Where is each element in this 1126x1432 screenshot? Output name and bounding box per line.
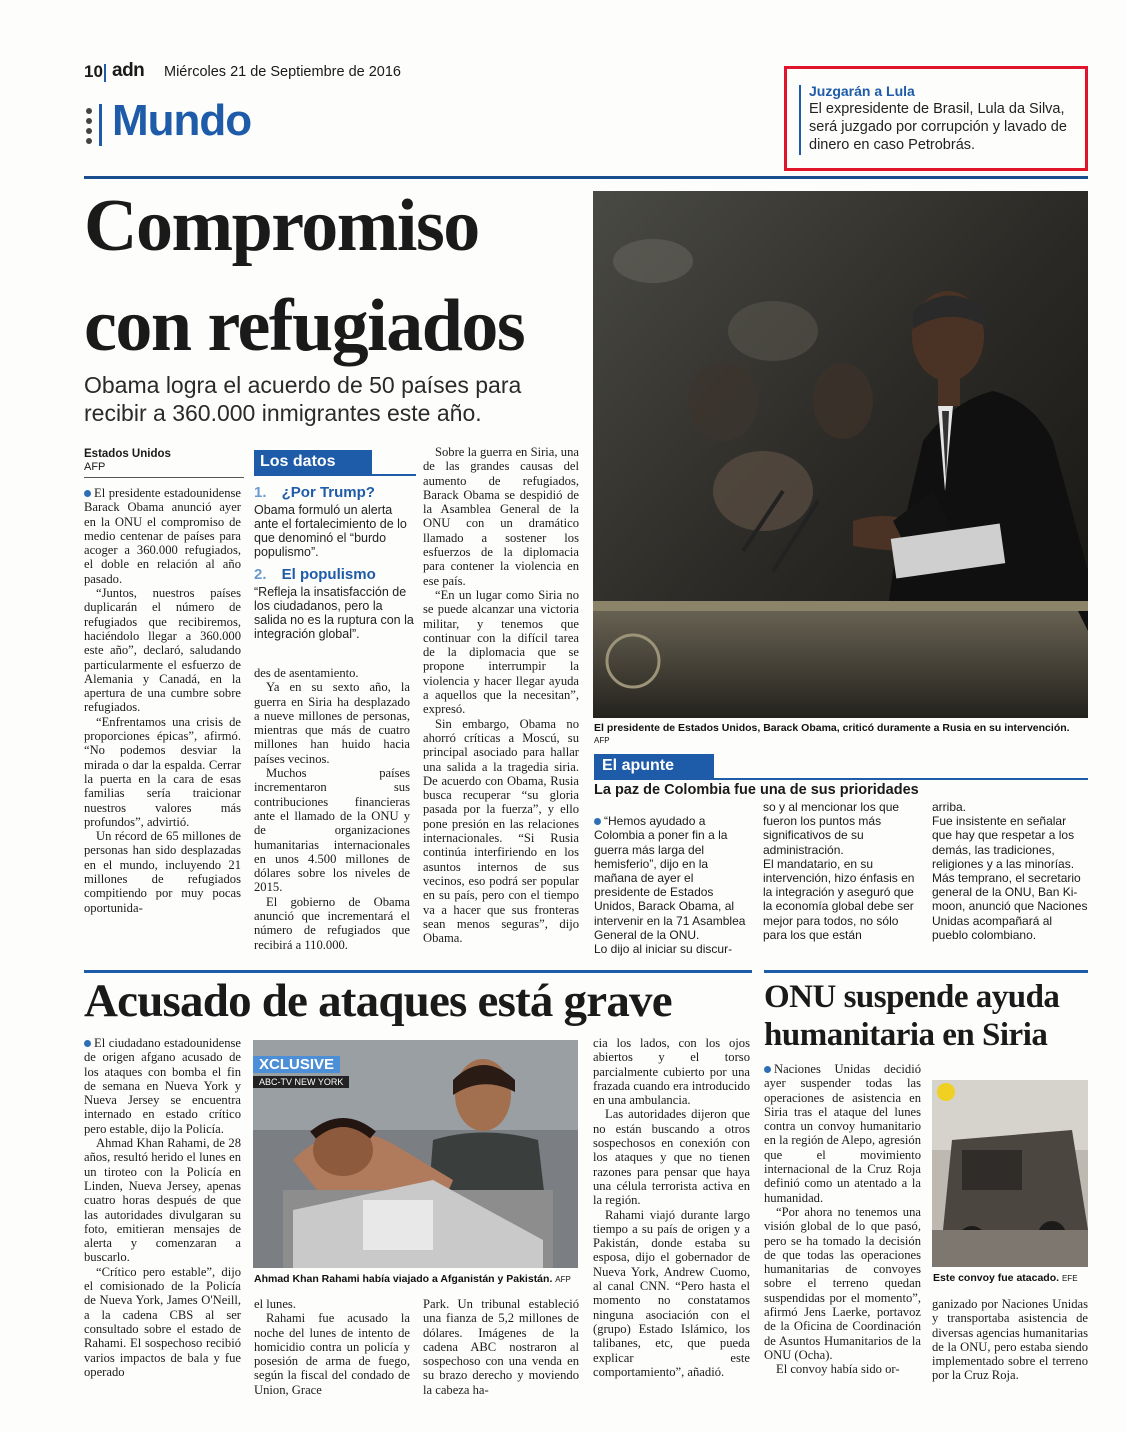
story2-col2-p1: el lunes.: [254, 1297, 296, 1311]
main-col3-p1: Sobre la guerra en Siria, una de las grandes causas del aumento de refugiados, Barack Obama se despidió de la Asamblea General de la ONU con un dramático llamado a sostener los esfuerzos de la diplomacia para contener la violencia en ese país.: [423, 445, 579, 588]
obama-photo: [593, 191, 1088, 718]
rahami-caption-text: Ahmad Khan Rahami había viajado a Afganistán y Pakistán.: [254, 1273, 553, 1285]
brand-logo: adn: [112, 60, 145, 81]
main-col2-p3: Muchos países incrementaron sus contribuciones financieras ante el llamado de la ONU y de organizaciones humanitarias internacionales en unos 4.500 millones de dólares sobre los niveles de 2015.: [254, 766, 410, 895]
main-col1-p4: Un récord de 65 millones de personas han sido desplazadas en el mundo, incluyendo 21 millones de refugiados compitiendo por muy pocas oportunida-: [84, 829, 241, 915]
rahami-photo: [253, 1040, 578, 1268]
datos-text-2: “Refleja la insatisfacción de los ciudadanos, pero la salida no es la ruptura con la integración global”.: [254, 585, 414, 641]
convoy-caption-text: Este convoy fue atacado.: [933, 1272, 1060, 1284]
story2-col4: [593, 1036, 750, 1379]
datos-title-rule: [254, 474, 416, 476]
main-col1-p2: “Juntos, nuestros países duplicarán el número de refugiados que recibiremos, haciéndolo llegar a 360.000 este año”, declaró, saludando particularmente el esfuerzo de Alemania y Canadá, en la apertura de una cumbre sobre refugiados.: [84, 586, 241, 715]
main-headline-line1: Compromiso: [84, 185, 479, 267]
obama-caption-text: El presidente de Estados Unidos, Barack Obama, criticó duramente a Rusia en su intervención.: [594, 722, 1070, 734]
rahami-caption: [254, 1273, 579, 1285]
story2-col4-p3: Rahami viajó durante largo tiempo a su país de origen y a Pakistán, donde estaba su esposa, dijo el gobernador de Nueva York, Andrew Cuomo, al canal CNN. “Pero hasta el momento no constatamos ninguna asociación con el (grupo) Estado Islámico, los talibanes, etc, que pueda explicar este comportamiento”, añadió.: [593, 1207, 750, 1379]
story2-col1: [84, 1036, 241, 1379]
story2-col2: [254, 1297, 410, 1397]
main-subhead: Obama logra el acuerdo de 50 países para recibir a 360.000 inmigrantes este año.: [84, 372, 522, 426]
convoy-photo: [932, 1080, 1088, 1267]
story2-col1-p1: El ciudadano estadounidense de origen afgano acusado de los ataques con bomba el fin de semana en Nueva York y Nueva Jersey se encuentra internado en estado crítico pero estable, dijo la Policía.: [84, 1036, 241, 1136]
convoy-caption-credit: EFE: [1061, 1274, 1078, 1283]
bullet-icon: [84, 1040, 91, 1047]
story2-headline: Acusado de ataques está grave: [84, 975, 672, 1027]
datos-text-1: Obama formuló un alerta ante el fortalecimiento de lo que denominó el “burdo populismo”.: [254, 503, 407, 559]
datos-title: Los datos: [254, 450, 372, 474]
story2-rule: [84, 970, 752, 973]
datos-box: [254, 450, 416, 650]
story2-col4-p1: cia los lados, con los ojos abiertos y el torso parcialmente cubierto por una frazada cuando era introducido en una ambulancia.: [593, 1036, 750, 1108]
main-col3-p3: Sin embargo, Obama no ahorró críticas a Moscú, su principal asociado para hallar una salida a la tragedia siria. De acuerdo con Obama, Rusia busca recuperar “su gloria pasada por la fuerza”, y ello pone presión en las relaciones internacionales. “Si Rusia continúa interfiriendo en los asuntos internos de sus vecinos, eso podrá ser popular en su país, pero con el tiempo va a hacer que sus fronteras sean menos seguras”, dijo Obama.: [423, 716, 579, 946]
story3-headline-line1: ONU suspende ayuda: [764, 979, 1060, 1015]
apunte-rule: [594, 778, 1088, 780]
main-col2-p1: des de asentamiento.: [254, 666, 359, 680]
page-number: 10: [84, 62, 103, 81]
bullet-icon: [594, 818, 601, 825]
dateline-rule: [84, 477, 244, 478]
top-rule: [84, 176, 1088, 179]
story3-headline-line2: humanitaria en Siria: [764, 1017, 1048, 1053]
obama-caption: [594, 722, 1088, 746]
apunte-col3: arriba. Fue insistente en señalar que hay que respetar a los demás, las tradiciones, religiones y a las minorías. Más temprano, el secretario general de la ONU, Ban Ki-moon, anunció que Naciones Unidas acompañará al pueblo colombiano.: [932, 800, 1088, 942]
story2-col4-p2: Las autoridades dijeron que no están buscando a otros sospechosos en conexión con los ataques y que no tienen razones para pensar que haya una célula terrorista activa en la región.: [593, 1107, 750, 1208]
datos-item-1: [254, 482, 416, 559]
section-dots-icon: [86, 108, 92, 146]
main-col2: [254, 666, 410, 952]
story3-col1-p2: “Por ahora no tenemos una visión global de lo que pasó, pero se ha tomado la decisión de que todas las operaciones humanitarias de convoyes sobre el terreno quedan suspendidas por el momento”, afirmó Jens Laerke, portavoz de la Oficina de Coordinación de Asuntos Humanitarios de la ONU (Ocha).: [764, 1204, 921, 1362]
convoy-photo-illustration: [932, 1080, 1088, 1267]
story3-col2-p1: ganizado por Naciones Unidas y transportaba asistencia de diversas agencias humanitarias de la ONU, pero estaba siendo implementado sobre el terreno por la Cruz Roja.: [932, 1297, 1088, 1383]
header-divider: [104, 64, 106, 82]
bullet-icon: [764, 1066, 771, 1073]
photo-overlay: XCLUSIVE: [253, 1056, 340, 1073]
datos-num-1: 1.: [254, 484, 267, 501]
main-col1: [84, 486, 241, 915]
main-col3-p2: “En un lugar como Siria no se puede alcanzar una victoria militar, y tenemos que continuar con la difícil tarea de la diplomacia que se propone interrumpir la violencia y hacer llegar ayuda a aquellos que la necesitan”, expresó.: [423, 587, 579, 717]
story2-col3: [423, 1297, 579, 1397]
datos-heading-1: ¿Por Trump?: [281, 484, 375, 501]
photo-overlay-sub: ABC-TV NEW YORK: [253, 1076, 349, 1088]
brief-bar: [799, 85, 801, 155]
apunte-label: El apunte: [594, 754, 714, 778]
datos-item-2: [254, 564, 416, 641]
story2-col3-p1: Park. Un tribunal estableció una fianza de 5,2 millones de dólares. Imágenes de la cadena ABC nostraron al sospechoso con una venda en su brazo derecho y moviendo la cabeza ha-: [423, 1297, 579, 1397]
main-col1-p3: “Enfrentamos una crisis de proporciones épicas”, afirmó. “No podemos desviar la mirada o dar la espalda. Cerrar la puerta en la cara de esas familias sería traicionar nuestros valores más profundos”, advirtió.: [84, 714, 241, 829]
brief-box: [784, 66, 1088, 171]
story3-col2: [932, 1297, 1088, 1383]
story2-col1-p3: “Crítico pero estable”, dijo el comisionado de la Policía de Nueva York, James O'Neill, a la cadena CBS al ser consultado sobre el estado de Rahami. El sospechoso recibió varios impactos de bala y fue operado: [84, 1264, 241, 1379]
apunte-col1: [594, 800, 750, 956]
main-col1-p1: El presidente estadounidense Barack Obama anunció ayer en la ONU el compromiso de medio centenar de países para acoger a 360.000 refugiados, el doble en relación al año pasado.: [84, 486, 241, 586]
header-date: Miércoles 21 de Septiembre de 2016: [164, 64, 401, 80]
apunte-col1-text: “Hemos ayudado a Colombia a poner fin a la guerra más larga del hemisferio”, dijo en la mañana de ayer el presidente de Estados Unidos, Barack Obama, al intervenir en la 71 Asamblea General de la ONU. Lo dijo al iniciar su discur-: [594, 814, 746, 957]
rahami-caption-credit: AFP: [555, 1275, 571, 1284]
brief-title: Juzgarán a Lula: [809, 83, 915, 99]
main-dateline: Estados Unidos: [84, 448, 171, 460]
story3-col1: [764, 1062, 921, 1377]
obama-caption-credit: AFP: [594, 736, 610, 745]
main-headline-line2: con refugiados: [84, 285, 525, 367]
datos-heading-2: El populismo: [281, 566, 376, 583]
story2-col1-p2: Ahmad Khan Rahami, de 28 años, resultó herido el lunes en un tiroteo con la Policía en Linden, Nueva Jersey, apenas cuatro horas después de que las autoridades divulgaran su foto, emitieran mensajes de alerta y comenzaran a buscarlo.: [84, 1136, 241, 1265]
story2-col2-p2: Rahami fue acusado la noche del lunes de intento de homicidio contra un policía y posesión de arma de fuego, según la fiscal del condado de Union, Grace: [254, 1311, 410, 1397]
main-col3: [423, 445, 579, 945]
main-col2-p2: Ya en su sexto año, la guerra en Siria ha desplazado a nueve millones de personas, mientras que más de cuatro millones han huido hacia países vecinos.: [254, 680, 410, 766]
section-bar: [99, 104, 102, 146]
datos-num-2: 2.: [254, 566, 267, 583]
story3-rule: [764, 970, 1088, 973]
section-title: Mundo: [112, 96, 252, 145]
rahami-photo-illustration: [253, 1040, 578, 1268]
main-agency: AFP: [84, 461, 106, 473]
convoy-caption: [933, 1272, 1089, 1284]
bullet-icon: [84, 490, 91, 497]
apunte-col2: so y al mencionar los que fueron los puntos más significativos de su administración. El mandatario, en su intervención, hizo énfasis en la integración y aseguró que la economía global debe ser mejor para todos, no sólo para los que están: [763, 800, 915, 942]
obama-photo-illustration: [593, 191, 1088, 718]
main-col2-p4: El gobierno de Obama anunció que incrementará el número de refugiados que recibirá a 110.000.: [254, 894, 410, 952]
brief-text: El expresidente de Brasil, Lula da Silva, será juzgado por corrupción y lavado de dinero en caso Petrobrás.: [809, 101, 1067, 153]
story3-col1-p1: Naciones Unidas decidió ayer suspender todas las operaciones de asistencia en Siria tras el ataque del lunes contra un convoy humanitario en la región de Alepo, agresión que el movimiento internacional de la Cruz Roja definió como un atentado a la humanidad.: [764, 1062, 921, 1205]
apunte-title: La paz de Colombia fue una de sus prioridades: [594, 782, 919, 798]
story3-col1-p3: El convoy había sido or-: [776, 1362, 900, 1377]
